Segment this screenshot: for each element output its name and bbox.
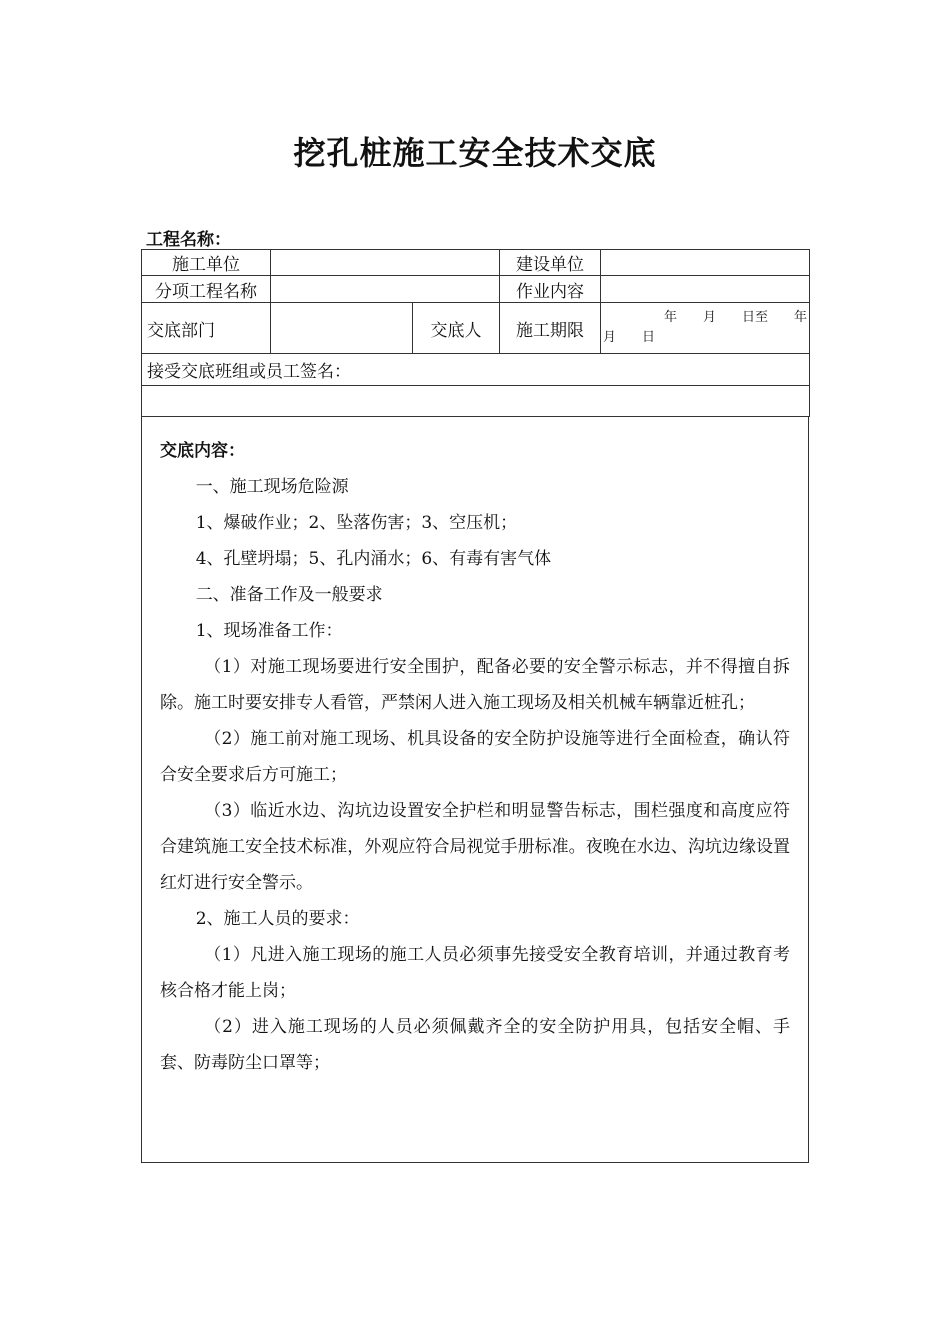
period-label: 施工期限 xyxy=(500,303,601,354)
period-date-line-1: 年 月 日至 年 xyxy=(664,310,808,325)
briefer-label: 交底人 xyxy=(413,303,500,354)
form-row-units xyxy=(142,250,810,276)
construction-unit-field[interactable] xyxy=(271,250,500,276)
content-paragraph: 4、孔壁坍塌；5、孔内涌水；6、有毒有害气体 xyxy=(195,549,552,569)
work-content-field[interactable] xyxy=(601,276,810,303)
form-row-sign-field xyxy=(142,386,810,417)
client-unit-field[interactable] xyxy=(601,250,810,276)
construction-unit-label: 施工单位 xyxy=(142,250,271,276)
content-paragraph: （1）凡进入施工现场的施工人员必须事先接受安全教育培训，并通过教育考核合格才能上岗； xyxy=(160,945,790,1001)
sign-label: 接受交底班组或员工签名： xyxy=(142,354,810,386)
content-paragraph: （2）施工前对施工现场、机具设备的安全防护设施等进行全面检查，确认符合安全要求后方可施工； xyxy=(160,729,790,785)
page-title: 挖孔桩施工安全技术交底 xyxy=(293,134,657,172)
content-paragraph: 一、施工现场危险源 xyxy=(195,477,349,497)
content-paragraph: （1）对施工现场要进行安全围护，配备必要的安全警示标志，并不得擅自拆除。施工时要安排专人看管，严禁闲人进入施工现场及相关机械车辆靠近桩孔； xyxy=(160,657,790,713)
content-paragraph: 1、现场准备工作： xyxy=(195,621,343,641)
briefing-content xyxy=(141,417,809,1163)
content-paragraph: （3）临近水边、沟坑边设置安全护栏和明显警告标志，围栏强度和高度应符合建筑施工安全技术标准，外观应符合局视觉手册标准。夜晚在水边、沟坑边缘设置红灯进行安全警示。 xyxy=(160,801,790,893)
form-row-briefing xyxy=(142,303,810,354)
dept-field[interactable] xyxy=(271,303,413,354)
content-paragraph: 二、准备工作及一般要求 xyxy=(195,585,383,605)
period-field[interactable] xyxy=(601,303,810,354)
dept-label: 交底部门 xyxy=(142,303,271,354)
content-paragraph: 2、施工人员的要求： xyxy=(195,909,360,929)
content-paragraph: （2）进入施工现场的人员必须佩戴齐全的安全防护用具，包括安全帽、手套、防毒防尘口罩等； xyxy=(160,1017,790,1073)
period-date-line-2: 月 日 xyxy=(603,330,656,345)
sub-project-label: 分项工程名称 xyxy=(142,276,271,303)
project-name-label: 工程名称： xyxy=(146,230,231,250)
client-unit-label: 建设单位 xyxy=(500,250,601,276)
sign-field[interactable] xyxy=(142,386,810,417)
work-content-label: 作业内容 xyxy=(500,276,601,303)
form-row-sign-label xyxy=(142,354,810,386)
content-heading: 交底内容： xyxy=(160,441,245,461)
briefing-form-table xyxy=(141,249,810,417)
sub-project-field[interactable] xyxy=(271,276,500,303)
content-paragraph: 1、爆破作业；2、坠落伤害；3、空压机； xyxy=(195,513,518,533)
form-row-subproject xyxy=(142,276,810,303)
